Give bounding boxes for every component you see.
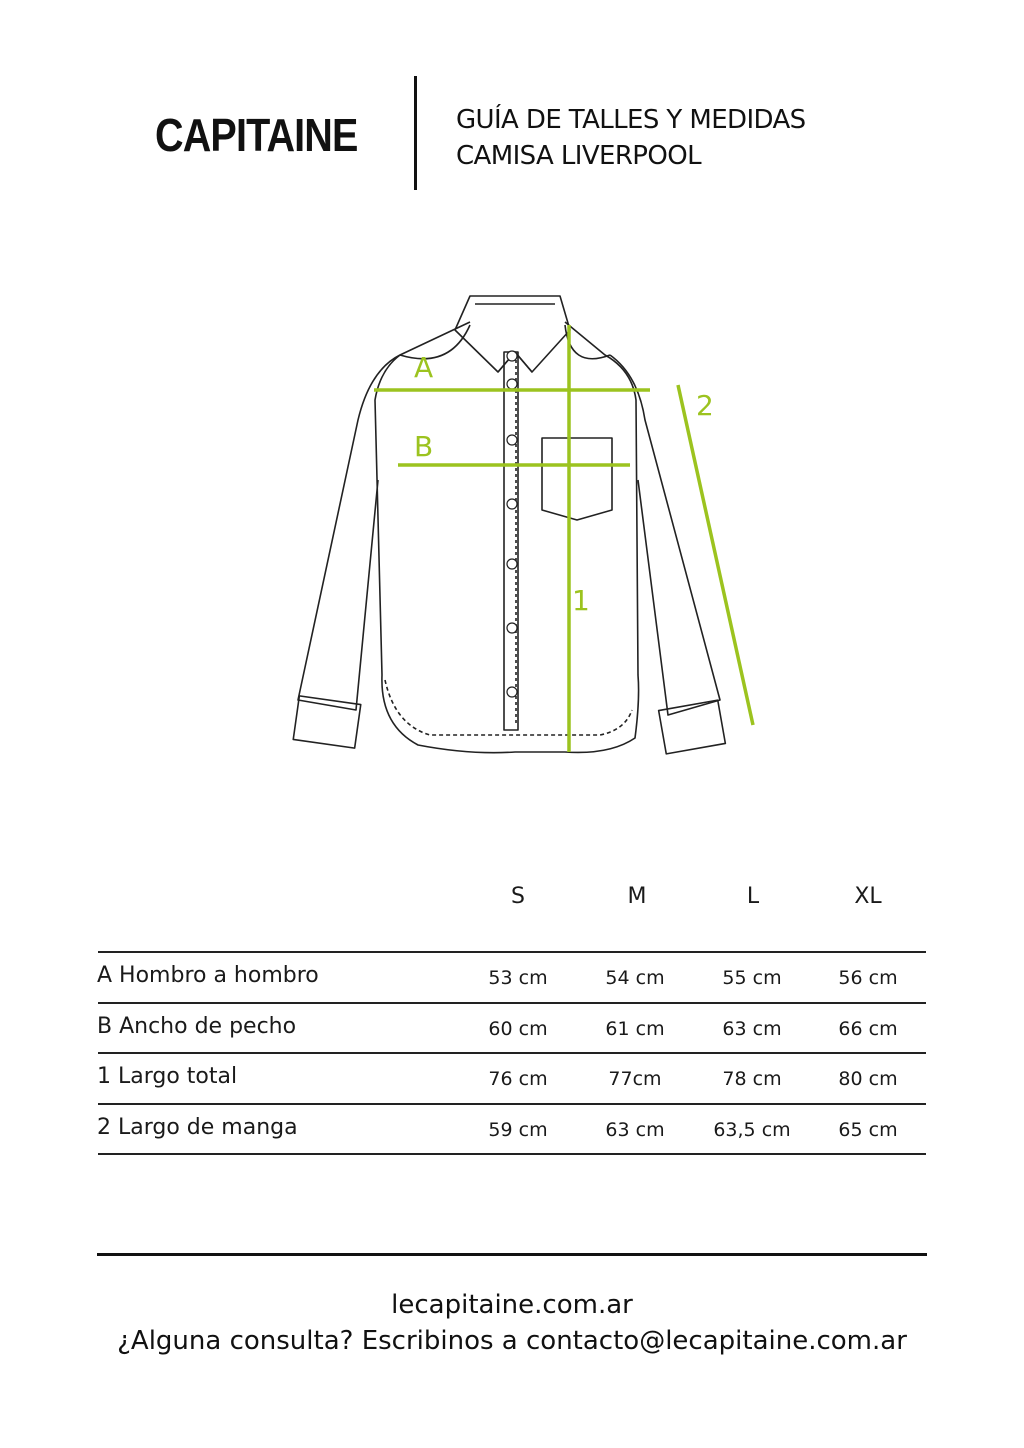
footer-contact[interactable]: ¿Alguna consulta? Escribinos a contacto@lecapitaine.com.ar (117, 1326, 907, 1356)
row-label-manga: 2 Largo de manga (97, 1115, 298, 1140)
button (507, 559, 517, 569)
table-cell: 59 cm (488, 1119, 548, 1141)
button (507, 687, 517, 697)
chest-pocket (542, 438, 612, 520)
shirt-body (375, 322, 639, 753)
table-cell: 60 cm (488, 1018, 548, 1040)
measure-label-1: 1 (572, 584, 590, 617)
table-cell: 63 cm (722, 1018, 782, 1040)
table-cell: 80 cm (838, 1068, 898, 1090)
row-label-pecho: B Ancho de pecho (97, 1014, 297, 1039)
row-label-hombro: A Hombro a hombro (97, 963, 319, 988)
table-cell: 61 cm (605, 1018, 665, 1040)
size-header-xl: XL (854, 884, 882, 909)
button (507, 499, 517, 509)
table-cell: 76 cm (488, 1068, 548, 1090)
shirt-diagram (270, 280, 770, 780)
button (507, 379, 517, 389)
table-cell: 66 cm (838, 1018, 898, 1040)
button (507, 623, 517, 633)
table-rule (98, 1153, 926, 1155)
table-cell: 63,5 cm (713, 1119, 791, 1141)
size-header-l: L (746, 884, 760, 909)
left-cuff (293, 696, 361, 748)
measure-line-2 (678, 385, 753, 725)
footer-divider (97, 1253, 927, 1256)
button (507, 435, 517, 445)
table-rule (98, 1002, 926, 1004)
page-title (456, 102, 806, 174)
table-rule (98, 1103, 926, 1105)
table-cell: 63 cm (605, 1119, 665, 1141)
table-cell: 56 cm (838, 967, 898, 989)
measure-label-b: B (414, 430, 434, 463)
button (507, 351, 517, 361)
size-header-s: S (511, 884, 525, 909)
footer-website[interactable]: lecapitaine.com.ar (391, 1290, 633, 1320)
title-line-2: CAMISA LIVERPOOL (456, 141, 702, 171)
table-rule (98, 1052, 926, 1054)
table-cell: 53 cm (488, 967, 548, 989)
table-cell: 54 cm (605, 967, 665, 989)
table-cell: 55 cm (722, 967, 782, 989)
table-cell: 77cm (608, 1068, 662, 1090)
size-header-m: M (627, 884, 647, 909)
brand-logo: CAPITAINE (155, 109, 358, 161)
table-cell: 65 cm (838, 1119, 898, 1141)
table-rule (98, 951, 926, 953)
left-sleeve (298, 355, 400, 710)
measure-label-a: A (414, 351, 434, 384)
title-line-1: GUÍA DE TALLES Y MEDIDAS (456, 105, 806, 135)
row-label-largo-total: 1 Largo total (97, 1064, 238, 1089)
header-divider (414, 76, 417, 190)
measure-label-2: 2 (696, 389, 714, 422)
table-cell: 78 cm (722, 1068, 782, 1090)
